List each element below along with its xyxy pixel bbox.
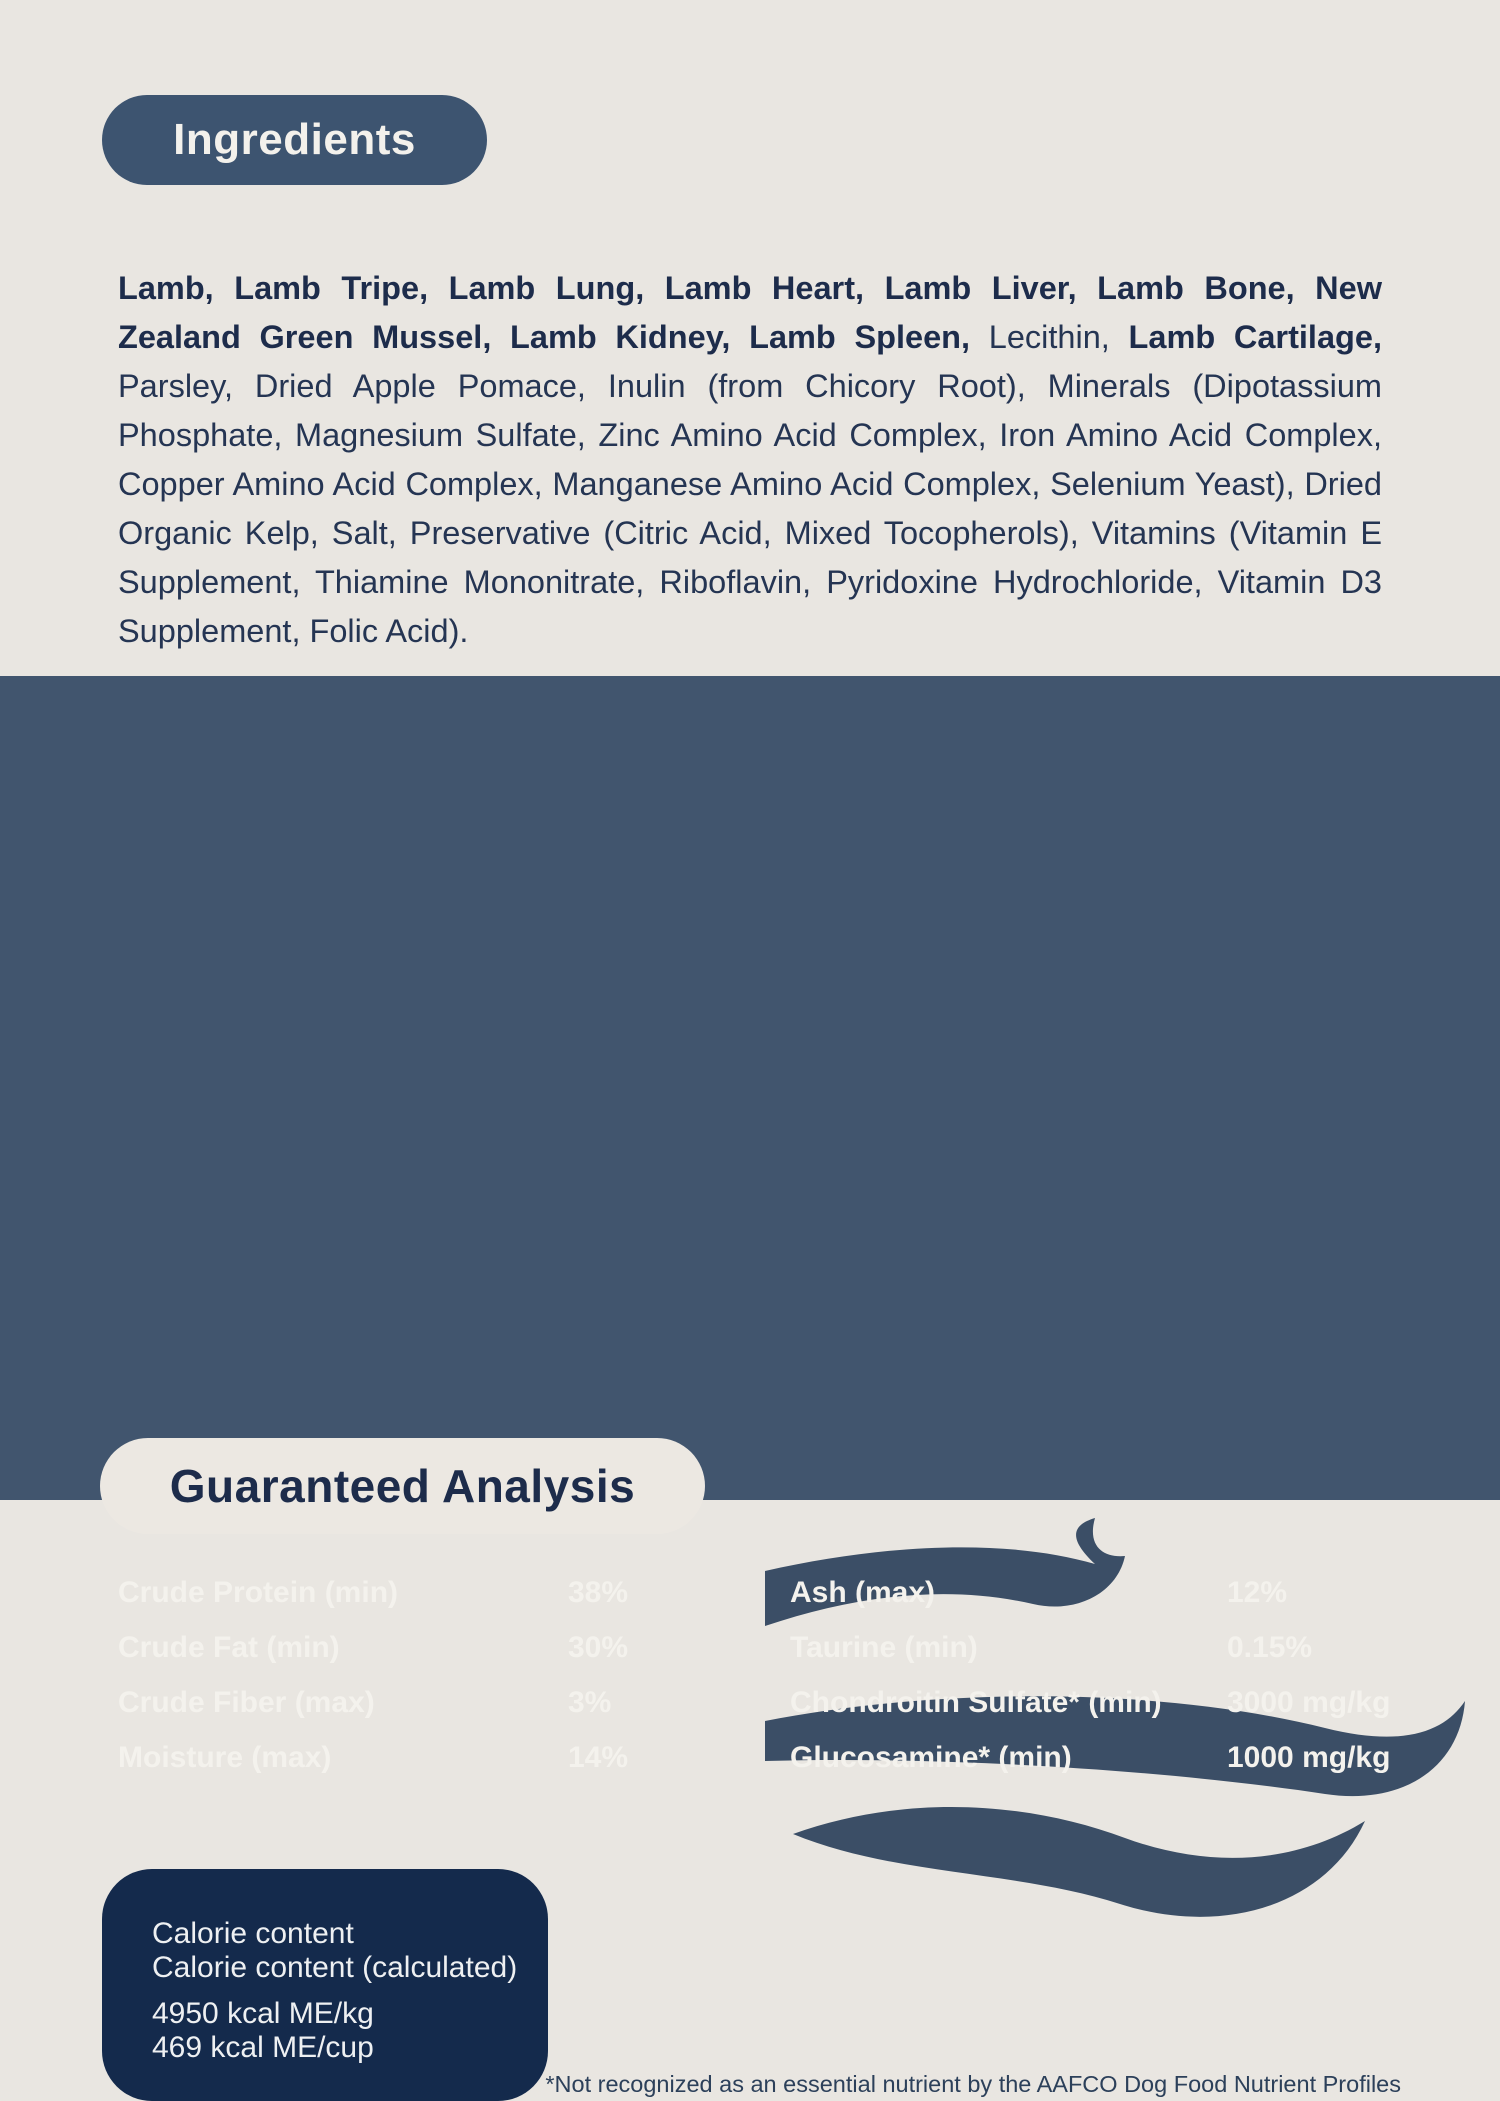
nutrient-label: Taurine (min) — [790, 1630, 978, 1664]
nutrient-label: Glucosamine* (min) — [790, 1740, 1072, 1774]
nutrient-label: Crude Fiber (max) — [118, 1685, 375, 1719]
ingredients-section — [0, 0, 1500, 676]
calorie-title-line: Calorie content (calculated) — [152, 1951, 518, 1984]
table-row — [118, 1620, 1400, 1675]
nutrient-label: Moisture (max) — [118, 1740, 332, 1774]
nutrient-label: Crude Fat (min) — [118, 1630, 340, 1664]
calorie-value-line: 4950 kcal ME/kg — [152, 1997, 374, 2030]
nutrient-value: 3000 mg/kg — [1227, 1685, 1391, 1719]
table-row — [118, 1565, 1400, 1620]
table-row — [118, 1730, 1400, 1785]
nutrient-value: 30% — [568, 1630, 629, 1664]
nutrient-value: 14% — [568, 1740, 629, 1774]
nutrient-value: 3% — [568, 1685, 612, 1719]
nutrient-label: Ash (max) — [790, 1575, 936, 1609]
guaranteed-analysis-heading-pill — [100, 1438, 705, 1534]
nutrient-value: 38% — [568, 1575, 629, 1609]
ingredients-segment: Parsley, Dried Apple Pomace, Inulin (from Chicory Root), Minerals (Dipotassium Phosphate, Magnesium Sulfate, Zinc Amino Acid Complex, Iron Amino Acid Complex, Copper Amino Acid Complex, Manganese Amino Acid Complex, Selenium Yeast), Dried Organic Kelp, Salt, Preservative (Citric Acid, Mixed Tocopherols), Vitamins (Vitamin E Supplement, Thiamine Mononitrate, Riboflavin, Pyridoxine Hydrochloride, Vitamin D3 Supplement, Folic Acid). — [118, 367, 1382, 649]
nutrient-value: 0.15% — [1227, 1630, 1313, 1664]
nutrient-value: 12% — [1227, 1575, 1288, 1609]
table-row — [118, 1675, 1400, 1730]
calorie-content-box — [102, 1869, 548, 2101]
calorie-value-line: 469 kcal ME/cup — [152, 2031, 374, 2064]
guaranteed-analysis-section — [0, 676, 1500, 2097]
ingredients-segment: Lamb Cartilage, — [1128, 318, 1382, 355]
ingredients-paragraph — [118, 264, 1382, 656]
nutrient-label: Crude Protein (min) — [118, 1575, 399, 1609]
ingredients-heading: Ingredients — [173, 115, 416, 164]
ingredients-segment: Lamb, Lamb Tripe, Lamb Lung, Lamb Heart, Lamb Liver, Lamb Bone, New Zealand Green Mussel, Lamb Kidney, Lamb Spleen, — [118, 269, 1382, 355]
ingredients-segment: Lecithin, — [970, 318, 1129, 355]
ingredients-heading-pill — [102, 95, 487, 185]
nutrient-value: 1000 mg/kg — [1227, 1740, 1391, 1774]
guaranteed-analysis-table — [118, 1565, 1400, 1785]
calorie-title-line: Calorie content — [152, 1917, 354, 1950]
aafco-footnote: *Not recognized as an essential nutrient by the AAFCO Dog Food Nutrient Profiles — [545, 2071, 1401, 2097]
guaranteed-analysis-heading: Guaranteed Analysis — [169, 1460, 636, 1512]
nutrient-label: Chondroitin Sulfate* (min) — [790, 1685, 1162, 1719]
